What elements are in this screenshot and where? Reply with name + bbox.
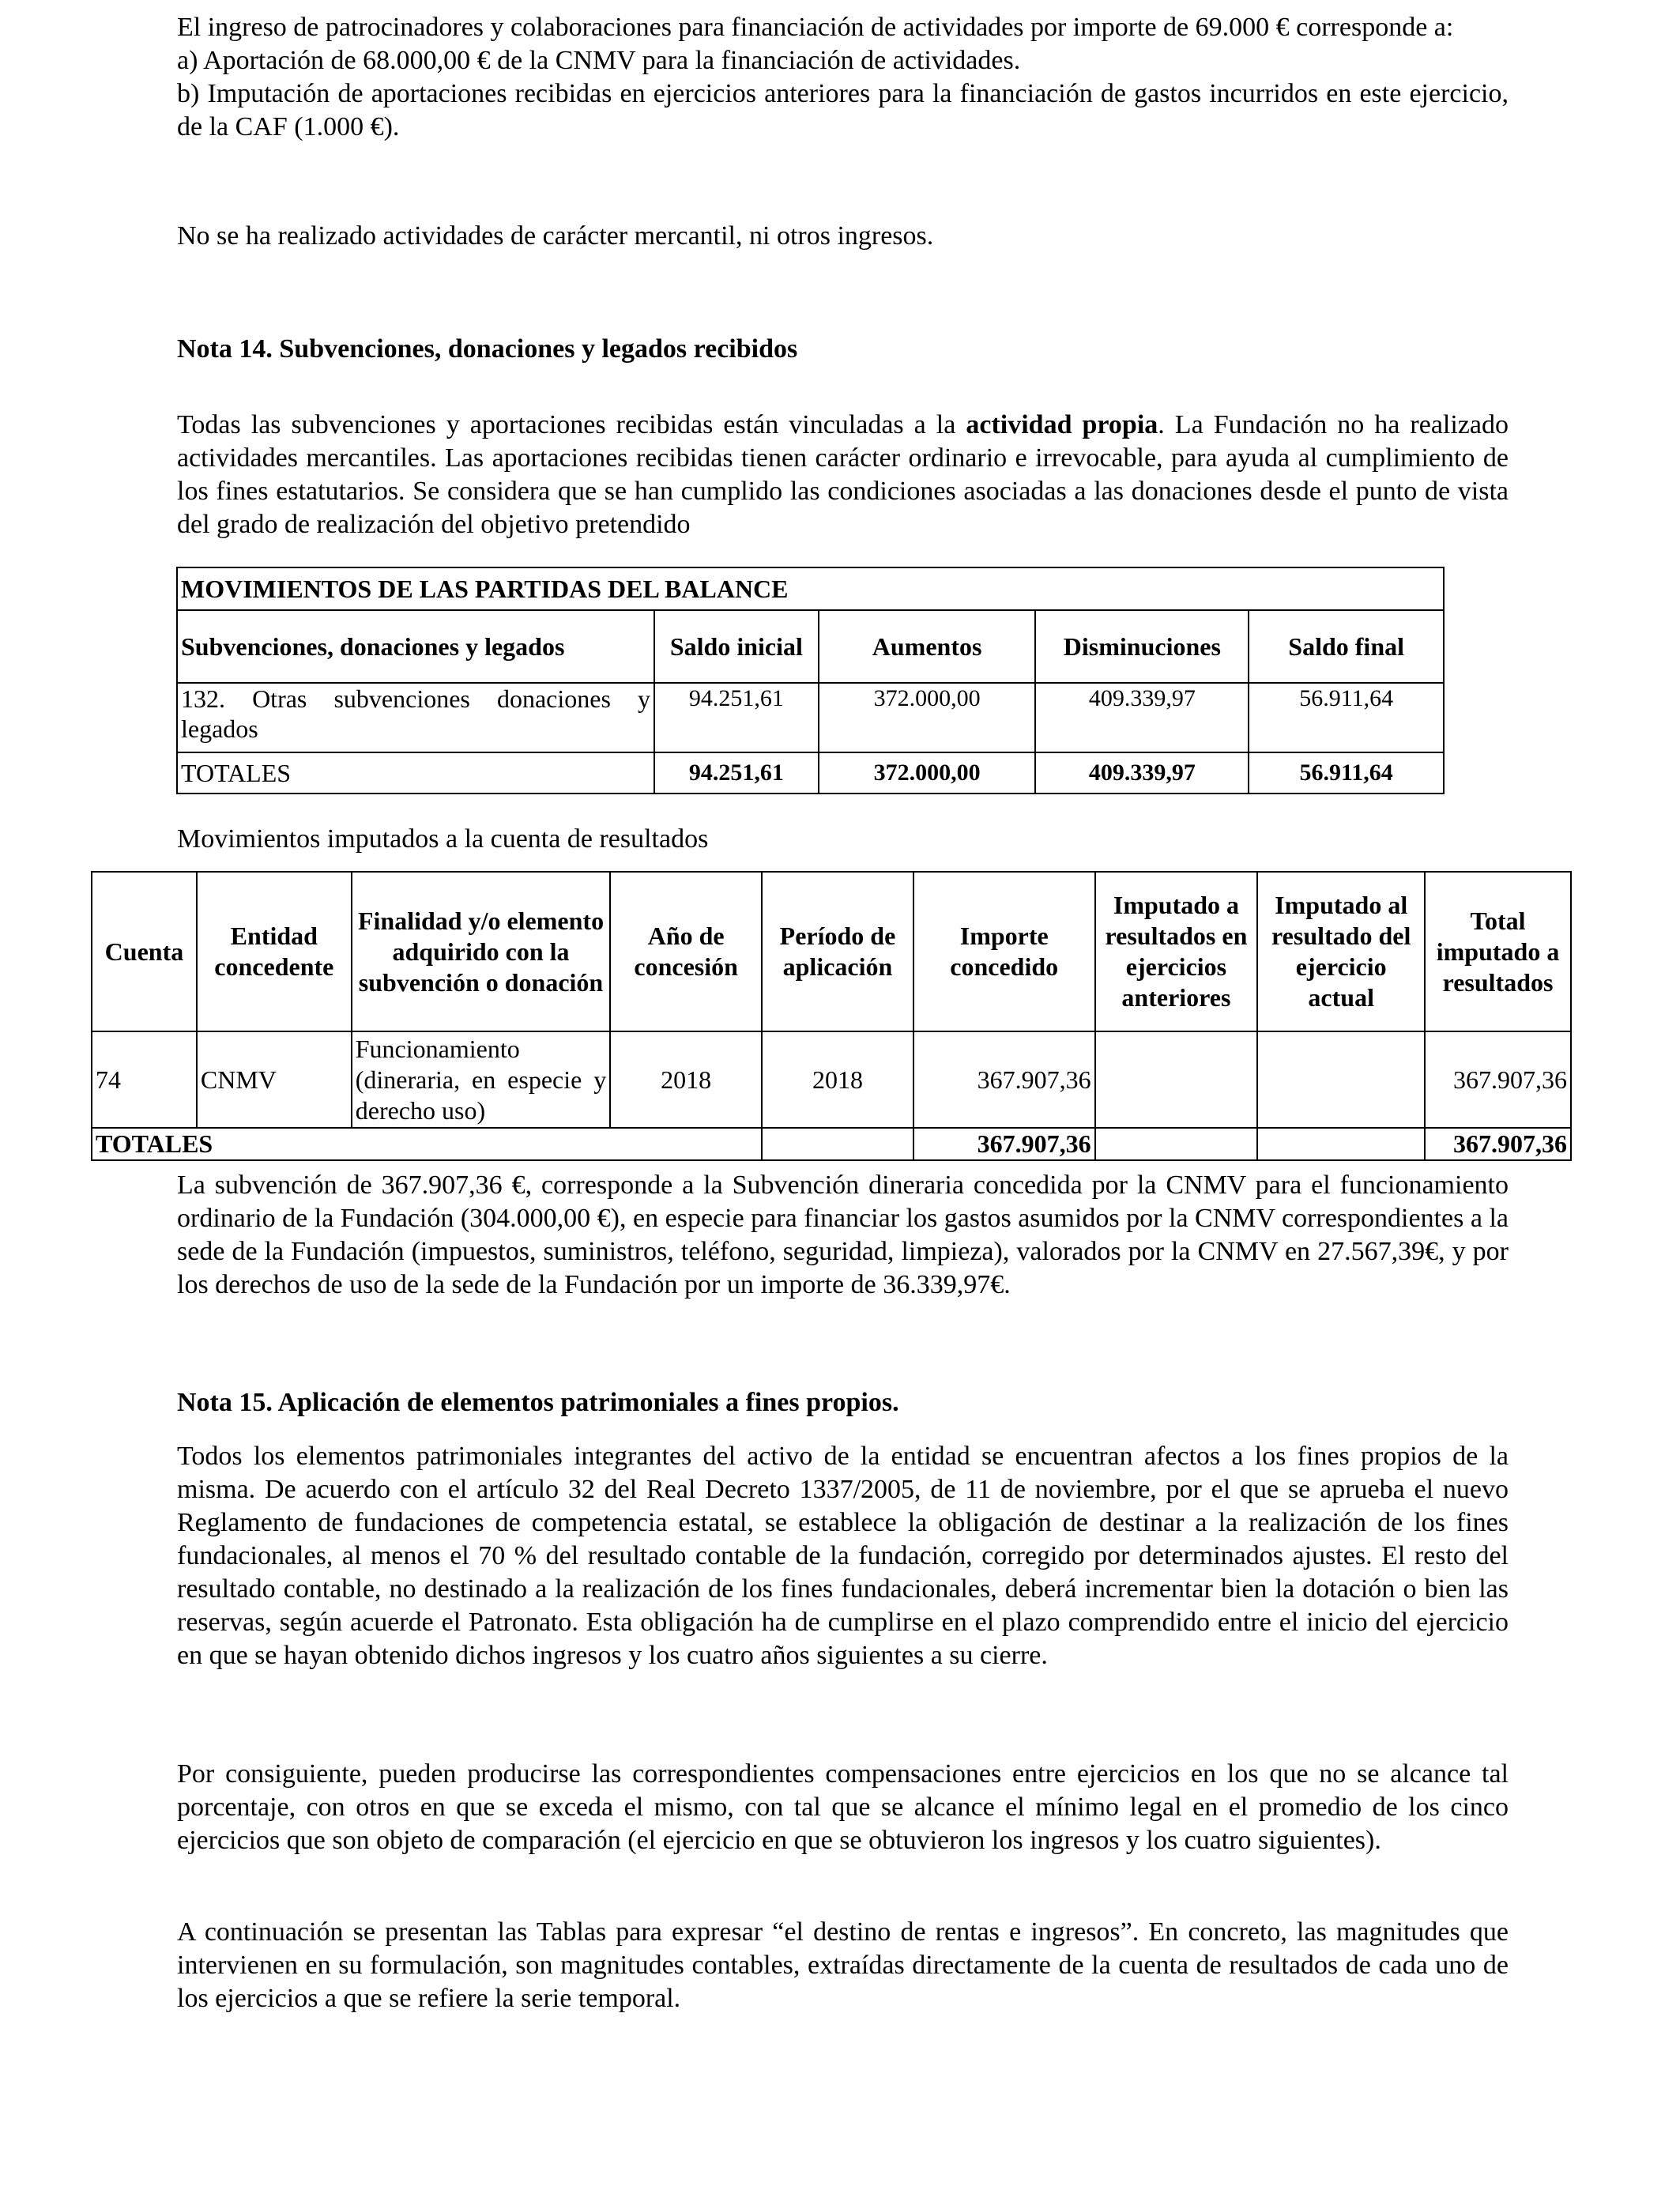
intro-line-2: a) Aportación de 68.000,00 € de la CNMV para la financiación de actividades.: [177, 46, 1021, 75]
table-cell: [1095, 1128, 1258, 1160]
intro-paragraph-2: No se ha realizado actividades de carácter mercantil, ni otros ingresos.: [177, 221, 934, 251]
table-cell: 409.339,97: [1035, 683, 1249, 752]
totals-label: TOTALES: [177, 752, 654, 794]
table-cell: 372.000,00: [819, 683, 1036, 752]
intro-line-1: El ingreso de patrocinadores y colaboraciones para financiación de actividades por importe de 69.000 € corresponde a:: [177, 13, 1454, 42]
table-cell: 367.907,36: [1425, 1031, 1571, 1128]
table-header-row: [92, 872, 1571, 1031]
table-cell: 94.251,61: [654, 683, 819, 752]
table-row: [92, 1031, 1571, 1128]
totals-row: [177, 752, 1444, 794]
totals-label: TOTALES: [92, 1128, 610, 1160]
subvencion-paragraph: La subvención de 367.907,36 €, corresponde a la Subvención dineraria concedida por la CNMV para el funcionamiento ordinario de la Fundación (304.000,00 €), en especie para financiar los gastos asumidos por la CNMV correspondientes a la sede de la Fundación (impuestos, suministros, teléfono, seguridad, limpieza), valorados por la CNMV en 27.567,39€, y por los derechos de uso de la sede de la Fundación por un importe de 36.339,97€.: [177, 1171, 1509, 1299]
column-header: Total imputado a resultados: [1425, 872, 1571, 1031]
column-header: Subvenciones, donaciones y legados: [177, 610, 654, 683]
table-cell: 367.907,36: [1425, 1128, 1571, 1160]
intro-section: [177, 11, 1509, 144]
intro-line-3: b) Imputación de aportaciones recibidas en ejercicios anteriores para la financiación de gastos incurridos en este ejercicio, de la CAF (1.000 €).: [177, 79, 1509, 141]
column-header: Saldo final: [1249, 610, 1444, 683]
column-header: Aumentos: [819, 610, 1036, 683]
nota15-paragraph-3: A continuación se presentan las Tablas para expresar “el destino de rentas e ingresos”. En concreto, las magnitudes que intervienen en su formulación, son magnitudes contables, extraídas directamente de la cuenta de resultados de cada uno de los ejercicios a que se refiere la serie temporal.: [177, 1917, 1509, 2013]
table-cell: [1257, 1128, 1425, 1160]
table-title-row: [177, 567, 1444, 610]
imputed-movements-table: [91, 871, 1572, 1161]
table-cell: CNMV: [197, 1031, 352, 1128]
column-header: Importe concedido: [913, 872, 1095, 1031]
table-cell: 132. Otras subvenciones donaciones y legados: [177, 683, 654, 752]
table-row: [177, 683, 1444, 752]
table-cell: [762, 1128, 913, 1160]
balance-movements-table: [176, 567, 1445, 794]
column-header: Saldo inicial: [654, 610, 819, 683]
nota14-paragraph: [177, 409, 1509, 541]
table-cell: 2018: [610, 1031, 762, 1128]
column-header: Imputado al resultado del ejercicio actual: [1257, 872, 1425, 1031]
table-cell: 372.000,00: [819, 752, 1036, 794]
table-cell: 409.339,97: [1035, 752, 1249, 794]
column-header: Finalidad y/o elemento adquirido con la subvención o donación: [352, 872, 611, 1031]
table-cell: 56.911,64: [1249, 683, 1444, 752]
nota14-heading: Nota 14. Subvenciones, donaciones y legados recibidos: [177, 334, 798, 364]
column-header: Período de aplicación: [762, 872, 913, 1031]
nota15-heading: Nota 15. Aplicación de elementos patrimoniales a fines propios.: [177, 1388, 899, 1417]
column-header: Imputado a resultados en ejercicios anteriores: [1095, 872, 1258, 1031]
column-header: Cuenta: [92, 872, 197, 1031]
totals-row: [92, 1128, 1571, 1160]
column-header: Disminuciones: [1035, 610, 1249, 683]
table-cell: [610, 1128, 762, 1160]
table-cell: 367.907,36: [913, 1128, 1095, 1160]
column-header: Año de concesión: [610, 872, 762, 1031]
table-cell: [1095, 1031, 1258, 1128]
table-title: MOVIMIENTOS DE LAS PARTIDAS DEL BALANCE: [177, 567, 1444, 610]
nota14-text-1: Todas las subvenciones y aportaciones recibidas están vinculadas a la: [177, 410, 966, 439]
nota15-paragraph-2: Por consiguiente, pueden producirse las correspondientes compensaciones entre ejercicios en los que no se alcance tal porcentaje, con otros en que se exceda el mismo, con tal que se alcance el mínimo legal en el promedio de los cinco ejercicios que son objeto de comparación (el ejercicio en que se obtuvieron los ingresos y los cuatro siguientes).: [177, 1759, 1509, 1855]
table-cell: 56.911,64: [1249, 752, 1444, 794]
table-cell: 367.907,36: [913, 1031, 1095, 1128]
table-cell: [1257, 1031, 1425, 1128]
table-header-row: [177, 610, 1444, 683]
table-cell: 94.251,61: [654, 752, 819, 794]
table-cell: 2018: [762, 1031, 913, 1128]
nota14-text-2: . La Fundación no ha realizado actividades mercantiles. Las aportaciones recibidas tienen carácter ordinario e irrevocable, para ayuda al cumplimiento de los fines estatutarios. Se considera que se han cumplido las condiciones asociadas a las donaciones desde el punto de vista del grado de realización del objetivo pretendido: [177, 410, 1509, 539]
column-header: Entidad concedente: [197, 872, 352, 1031]
table-cell: Funcionamiento (dineraria, en especie y derecho uso): [352, 1031, 611, 1128]
nota15-paragraph-1: Todos los elementos patrimoniales integrantes del activo de la entidad se encuentran afectos a los fines propios de la misma. De acuerdo con el artículo 32 del Real Decreto 1337/2005, de 11 de noviembre, por el que se aprueba el nuevo Reglamento de fundaciones de competencia estatal, se establece la obligación de destinar a la realización de los fines fundacionales, al menos el 70 % del resultado contable de la fundación, corregido por determinados ajustes. El resto del resultado contable, no destinado a la realización de los fines fundacionales, deberá incrementar bien la dotación o bien las reservas, según acuerde el Patronato. Esta obligación ha de cumplirse en el plazo comprendido entre el inicio del ejercicio en que se hayan obtenido dichos ingresos y los cuatro años siguientes a su cierre.: [177, 1442, 1509, 1670]
table2-caption: Movimientos imputados a la cuenta de resultados: [177, 824, 709, 854]
nota14-bold-text: actividad propia: [966, 410, 1158, 439]
table-cell: 74: [92, 1031, 197, 1128]
